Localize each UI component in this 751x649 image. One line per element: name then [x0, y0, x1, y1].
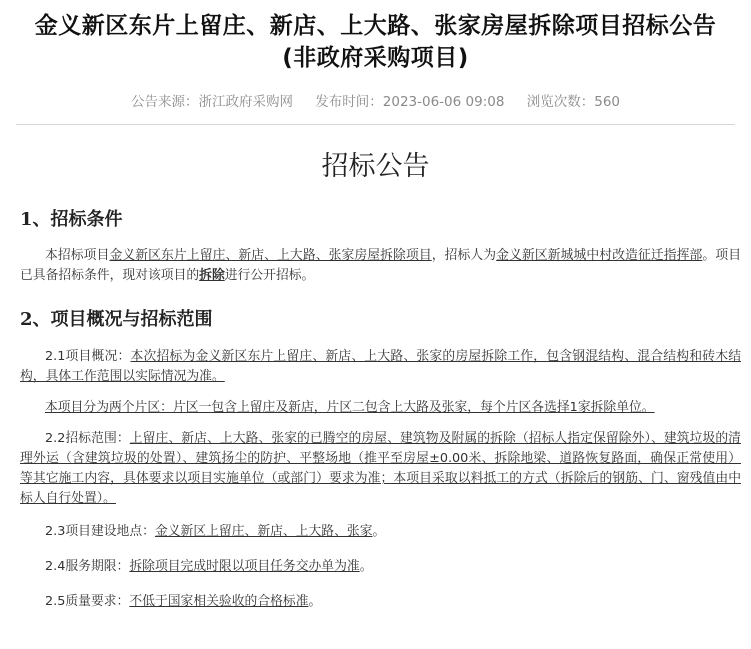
notice-header: [0, 0, 751, 110]
paragraph-2-1: [20, 347, 741, 387]
item-label: 2.5质量要求：: [45, 594, 130, 609]
owner-name-text: 金义新区新城城中村改造征迁指挥部: [496, 248, 703, 263]
paragraph-2-2: [20, 429, 741, 509]
item-value: 本次招标为金义新区东片上留庄、新店、上大路、张家的房屋拆除工作，包含钢混结构、混合结构和砖木结构，具体工作范围以实际情况为准。: [20, 349, 741, 384]
text-run: 进行公开招标。: [224, 268, 315, 283]
item-label: 2.3项目建设地点：: [45, 524, 155, 539]
project-name-text: 金义新区东片上留庄、新店、上大路、张家房屋拆除项目: [109, 248, 432, 263]
item-value: 金义新区上留庄、新店、上大路、张家: [154, 524, 373, 539]
title-line-2: (非政府采购项目): [282, 45, 469, 71]
item-value: 拆除项目完成时限以项目任务交办单为准: [129, 559, 360, 574]
item-label: 2.1项目概况：: [45, 349, 131, 364]
title-line-1: 金义新区东片上留庄、新店、上大路、张家房屋拆除项目招标公告: [34, 13, 717, 39]
text-run: ，招标人为: [431, 248, 497, 263]
header-divider: [16, 124, 735, 125]
zones-text: 本项目分为两个片区：片区一包含上留庄及新店，片区二包含上大路及张家，每个片区各选择1家拆除单位。: [45, 400, 655, 415]
text-run: 。: [359, 559, 373, 574]
section-2-title: 2、项目概况与招标范围: [20, 309, 213, 330]
section-1-title: 1、招标条件: [20, 209, 123, 230]
section-1-paragraph: [20, 246, 741, 286]
item-value: 上留庄、新店、上大路、张家的已腾空的房屋、建筑物及附属的拆除（招标人指定保留除外）、建筑垃圾的清理外运（含建筑垃圾的处置）、建筑扬尘的防护、平整场地（推平至房屋±0.00米、拆除地梁、道路恢复路面，确保正常使用）等其它施工内容，具体要求以项目实施单位（或部门）要求为准；本项目采取以料抵工的方式（拆除后的钢筋、门、窗残值由中标人自行处置）。: [20, 431, 741, 506]
item-value: 不低于国家相关验收的合格标准: [129, 594, 309, 609]
item-label: 2.2招标范围：: [45, 431, 130, 446]
text-run: 。项目已具备招标条件，现对该项目的: [20, 248, 741, 283]
paragraph-zones: [20, 398, 741, 418]
paragraph-2-5: [20, 592, 741, 612]
text-run: 本招标项目: [45, 248, 110, 263]
paragraph-2-4: [20, 557, 741, 577]
document-heading: 招标公告: [321, 151, 430, 182]
source-text: 公告来源：浙江政府采购网: [130, 94, 293, 110]
publish-time-text: 发布时间：2023-06-06 09:08: [315, 94, 505, 110]
item-label: 2.4服务期限：: [45, 559, 130, 574]
meta-row: [0, 90, 751, 110]
page-title: [0, 10, 751, 74]
view-count-text: 浏览次数：560: [526, 94, 621, 110]
text-run: 。: [308, 594, 322, 609]
text-run: 。: [372, 524, 386, 539]
scope-keyword-text: 拆除: [199, 268, 225, 283]
paragraph-2-3: [20, 522, 741, 542]
